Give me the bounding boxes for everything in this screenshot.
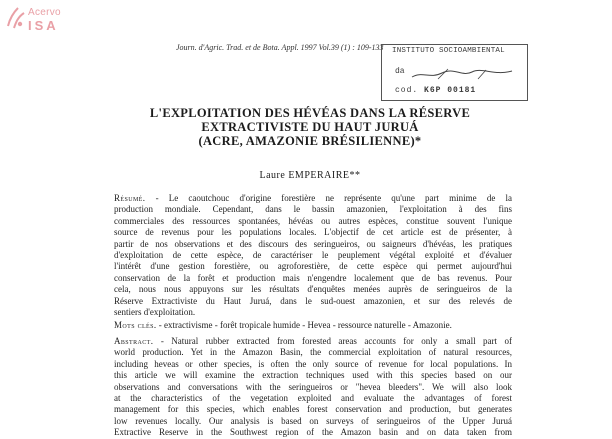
abstract-line: this article we will examine the extraction techniques used with this species based on our — [114, 370, 512, 381]
resume-line: partir de nos observations et des discours des seringueiros, ou saigneurs d'hévéas, les pratiques — [114, 238, 512, 249]
resume-line: commerciales des ressources spontanées, hévéas ou autres espèces, constitue souvent l'unique — [114, 215, 512, 226]
resume-line: conservation de la forêt et production mais n'engendre localement que de bas revenus. Pour — [114, 272, 512, 283]
resume-line: Résumé. - Le caoutchouc d'origine forestière ne représente qu'une part minime de la — [114, 193, 512, 203]
stamp-code-line — [395, 86, 476, 95]
resume-line: d'exploitation de cette espèce, de caractériser le peuplement végétal exploité et d'évaluer — [114, 250, 512, 261]
institute-stamp — [381, 44, 528, 101]
abstract-paragraph — [114, 336, 512, 439]
resume-line: cela, nous nous appuyons sur les résultats d'enquêtes menées auprès de seringueiros de la — [114, 284, 512, 295]
abstract-line: at the characteristics of the vegetation exploited and evaluate the advantages of forest — [114, 393, 512, 404]
keywords-line — [114, 320, 512, 331]
stamp-date-label: da — [395, 67, 405, 76]
abstract-line: low revenues locally. Our analysis is based on surveys of seringueiros of the Upper Juruá — [114, 415, 512, 426]
title-line-1: L'EXPLOITATION DES HÉVÉAS DANS LA RÉSERVE — [149, 106, 471, 120]
resume-label: Résumé. — [114, 193, 146, 203]
stamp-institute-name: INSTITUTO SOCIOAMBIENTAL — [392, 47, 505, 55]
journal-reference: Journ. d'Agric. Trad. et de Bota. Appl. 1997 Vol.39 (1) : 109-133 — [176, 43, 384, 52]
logo-line-acervo: Acervo — [28, 7, 61, 18]
resume-line: l'intérêt d'une gestion forestière, ou agroforestière, de cette espèce qui permet aujourd'hui — [114, 261, 512, 272]
abstract-line: Abstract. - Natural rubber extracted from forested areas accounts for only a small part of — [114, 336, 512, 346]
resume-paragraph — [114, 193, 512, 318]
title-line-3: (ACRE, AMAZONIE BRÉSILIENNE)* — [198, 134, 422, 148]
abstract-line: world production. Yet in the Amazon Basin, the commercial exploitation of natural resources, — [114, 347, 512, 358]
abstract-line: including heveas or other species, is often the only source of revenue for local populations. In — [114, 358, 512, 369]
isa-logo-mark-icon — [4, 4, 30, 32]
abstract-line: observations and conversations with the seringueiros or "hevea bleeders". We will also look — [114, 381, 512, 392]
abstract-line: management for this species, which enables forest conservation and production, but generates — [114, 404, 512, 415]
stamp-code-number: K6P 00181 — [424, 86, 477, 95]
keywords-text: - extractivisme - forêt tropicale humide - Hevea - ressource naturelle - Amazonie. — [158, 320, 452, 330]
title-line-2: EXTRACTIVISTE DU HAUT JURUÁ — [201, 120, 419, 134]
logo-line-isa: ISA — [28, 18, 59, 33]
resume-line: Réserve Extractiviste du Haut Juruá, dans le sud-ouest amazonien, et sur des relevés de — [114, 295, 512, 306]
abstract-line: Extractive Reserve in the Southwest region of the Amazon basin and on data taken from — [114, 427, 512, 438]
abstract-label: Abstract. — [114, 336, 154, 346]
acervo-isa-logo — [4, 4, 76, 32]
author-name: Laure EMPERAIRE** — [259, 170, 361, 181]
resume-line: production mondiale. Cependant, dans le bassin amazonien, l'exploitation à des fins — [114, 204, 512, 215]
stamp-code-label: cod. — [395, 86, 419, 95]
keywords-label: Mots clés. — [114, 320, 157, 330]
resume-line: source de revenus pour les populations locales. L'objectif de cet article est de présenter, à — [114, 227, 512, 238]
resume-line: sentiers d'exploitation. — [114, 307, 196, 318]
handwritten-date-icon — [408, 67, 518, 81]
